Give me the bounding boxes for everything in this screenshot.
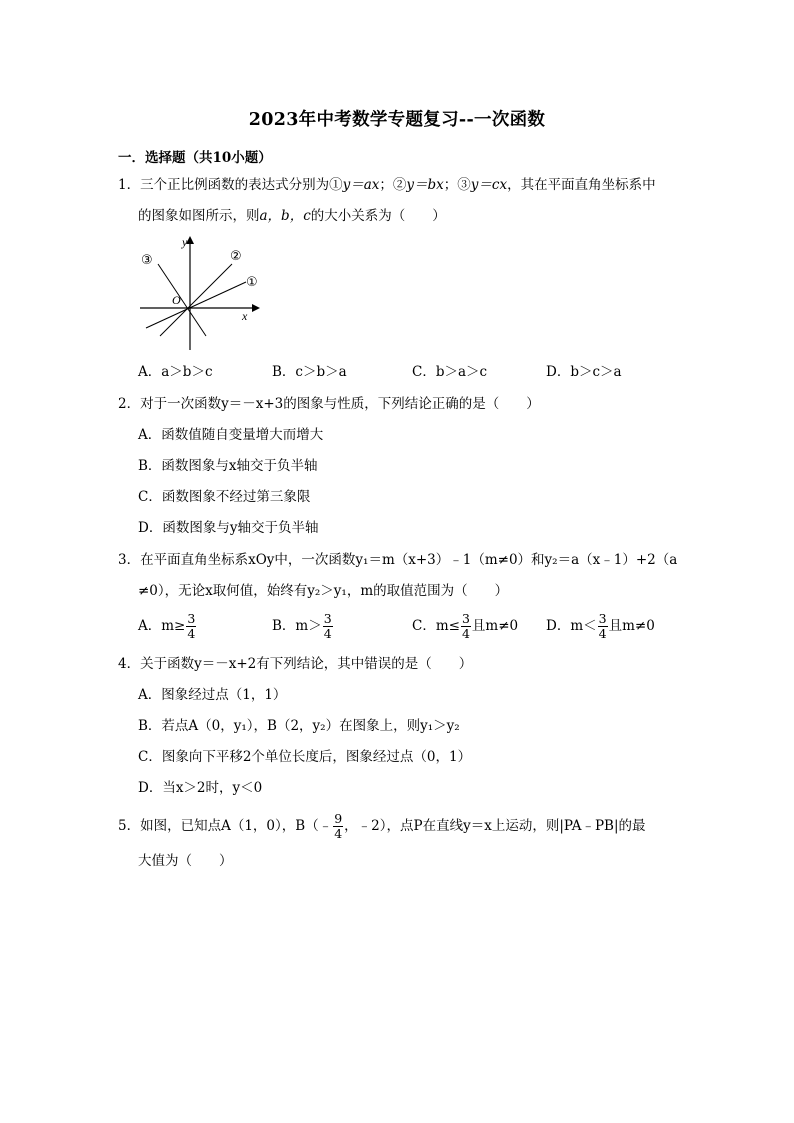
q3-option-d-text: D．m＜ (546, 618, 597, 634)
q3-option-d-suffix: 且m≠0 (608, 618, 655, 634)
q3-option-d-fraction: $\frac{3}{4}$ (598, 611, 607, 641)
q3-option-c-fraction: $\frac{3}{4}$ (461, 611, 470, 641)
q4-option-d: D．当x＞2时，y＜0 (138, 780, 263, 796)
q2-option-d: D．函数图象与y轴交于负半轴 (138, 520, 319, 536)
x-axis-label: x (242, 309, 248, 323)
q4-option-a: A．图象经过点（1，1） (138, 687, 287, 703)
q3-option-b (272, 612, 334, 641)
line-2 (160, 264, 232, 336)
q1-option-b: B．c＞b＞a (272, 364, 347, 380)
q2-option-a: A．函数值随自变量增大而增大 (138, 427, 324, 443)
q3-option-d (546, 612, 655, 641)
line-1-label: ① (246, 275, 258, 290)
q4-option-c: C．图象向下平移2个单位长度后，图象经过点（0，1） (138, 749, 472, 765)
q1-sep1: ；② (379, 177, 407, 193)
q2-option-b: B．函数图象与x轴交于负半轴 (138, 458, 318, 474)
q2-line (118, 394, 540, 414)
q3-option-c (412, 612, 518, 641)
origin-label: O (172, 293, 181, 307)
q4-text: 关于函数y＝－x+2有下列结论，其中错误的是（ ） (140, 656, 473, 672)
q3-number: 3． (118, 552, 141, 568)
q3-line1 (118, 550, 677, 570)
q3-option-b-text: B．m＞ (272, 618, 322, 634)
q3-option-a-fraction: $\frac{3}{4}$ (187, 611, 196, 641)
q1-line2-end: 的大小关系为（ ） (310, 208, 446, 224)
line-2-label: ② (230, 249, 242, 264)
section-heading: 一．选择题（共10小题） (118, 150, 272, 166)
q1-graph (136, 232, 266, 352)
q5-post: ，﹣2），点P在直线y＝x上运动，则|PA﹣PB|的最 (344, 818, 646, 834)
q1-y1: y＝ax (342, 177, 380, 193)
y-axis-label: y (182, 235, 188, 249)
q5-pre: 如图，已知点A（1，0），B（﹣ (140, 818, 333, 834)
q1-option-a: A．a＞b＞c (138, 364, 213, 380)
q2-option-c: C．函数图象不经过第三象限 (138, 489, 311, 505)
q5-line2: 大值为（ ） (138, 853, 233, 869)
q4-option-b: B．若点A（0，y₁），B（2，y₂）在图象上，则y₁＞y₂ (138, 718, 460, 734)
line-3 (158, 264, 206, 336)
q1-y2: y＝bx (406, 177, 444, 193)
q3-option-a (138, 612, 197, 641)
q3-option-a-text: A．m≥ (138, 618, 186, 634)
q1-line2-text: 的图象如图所示，则 (138, 208, 260, 224)
q5-number: 5． (118, 818, 141, 834)
q4-number: 4． (118, 656, 141, 672)
page-title: 2023年中考数学专题复习--一次函数 (248, 110, 546, 130)
q3-option-c-text: C．m≤ (412, 618, 460, 634)
q1-y3: y＝cx (470, 177, 508, 193)
q1-option-d: D．b＞c＞a (546, 364, 622, 380)
q3-text-line1: 在平面直角坐标系xOy中，一次函数y₁＝m（x+3）﹣1（m≠0）和y₂＝a（x﹣1）+2（a (140, 552, 678, 568)
q1-sep2: ；③ (443, 177, 471, 193)
q1-text-a: 三个正比例函数的表达式分别为① (140, 177, 343, 193)
q1-option-c: C．b＞a＞c (412, 364, 488, 380)
q2-text: 对于一次函数y＝－x+3的图象与性质，下列结论正确的是（ ） (140, 396, 540, 412)
q1-line1 (118, 175, 656, 195)
q5-line1 (118, 812, 646, 841)
q3-line2: ≠0），无论x取何值，始终有y₂＞y₁，m的取值范围为（ ） (138, 583, 509, 599)
q3-option-b-fraction: $\frac{3}{4}$ (323, 611, 332, 641)
q5-fraction: $\frac{9}{4}$ (334, 811, 343, 841)
x-axis-arrow (252, 304, 260, 312)
q3-option-c-suffix: 且m≠0 (471, 618, 519, 634)
line-3-label: ③ (141, 253, 153, 268)
q1-number: 1． (118, 177, 141, 193)
q1-line2 (138, 206, 446, 226)
q1-vars: a，b，c (259, 208, 311, 224)
q2-number: 2． (118, 396, 141, 412)
q1-text-b: ，其在平面直角坐标系中 (507, 177, 656, 193)
q4-line (118, 654, 472, 674)
